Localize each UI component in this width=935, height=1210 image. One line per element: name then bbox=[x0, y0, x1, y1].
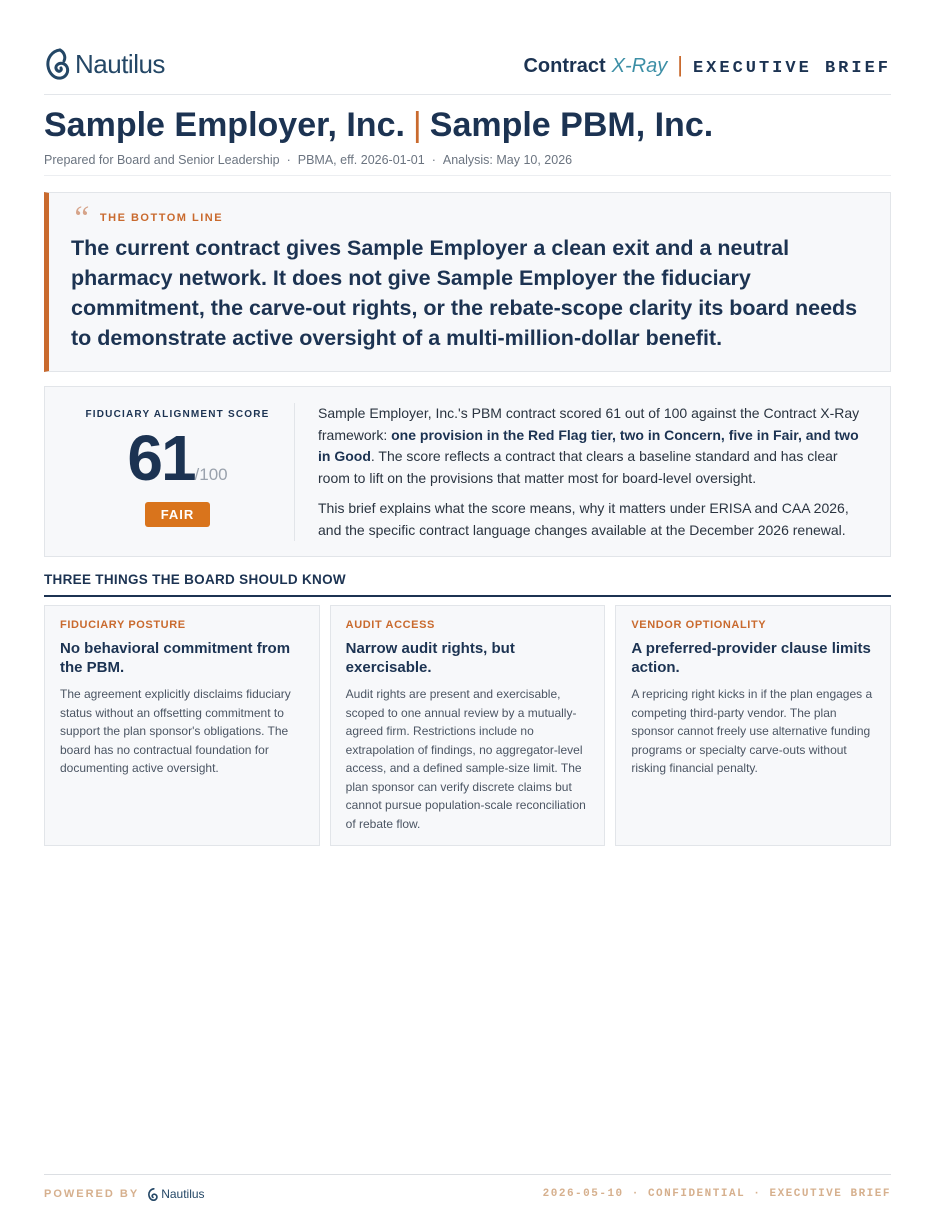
finding-card-audit bbox=[330, 605, 606, 846]
nautilus-shell-icon bbox=[148, 1188, 158, 1201]
score-tier-badge: FAIR bbox=[145, 502, 211, 527]
score-explanation bbox=[318, 403, 873, 541]
title-block bbox=[44, 106, 891, 176]
pbm-name: Sample PBM, Inc. bbox=[429, 106, 714, 144]
page-title bbox=[44, 106, 891, 145]
doc-separator: | bbox=[677, 52, 683, 77]
card-title: Narrow audit rights, but exercisable. bbox=[345, 640, 515, 676]
subtitle-separator: · bbox=[286, 153, 291, 167]
card-label: VENDOR OPTIONALITY bbox=[631, 619, 767, 631]
card-label: FIDUCIARY POSTURE bbox=[60, 619, 186, 631]
card-title: A preferred-provider clause limits action. bbox=[631, 640, 871, 676]
finding-card-fiduciary bbox=[44, 605, 320, 846]
brand-name: Nautilus bbox=[75, 48, 165, 79]
score-max: /100 bbox=[194, 465, 228, 484]
score-label: FIDUCIARY ALIGNMENT SCORE bbox=[85, 409, 270, 420]
doc-xray-label: X-Ray bbox=[611, 55, 668, 77]
analysis-date: Analysis: May 10, 2026 bbox=[442, 153, 573, 167]
page-footer bbox=[44, 1174, 891, 1210]
score-paragraph-2: This brief explains what the score means, why it matters under ERISA and CAA 2026, and the specific contract language changes available at the December 2026 renewal. bbox=[318, 500, 849, 538]
doc-type-label: EXECUTIVE BRIEF bbox=[692, 59, 891, 78]
section-title: THREE THINGS THE BOARD SHOULD KNOW bbox=[44, 572, 891, 597]
page-subtitle bbox=[44, 153, 891, 167]
bottom-line-callout bbox=[44, 192, 891, 372]
score-paragraph-1 bbox=[318, 403, 873, 489]
contract-info: PBMA, eff. 2026-01-01 bbox=[297, 153, 425, 167]
employer-name: Sample Employer, Inc. bbox=[44, 106, 405, 144]
nautilus-shell-icon bbox=[46, 48, 70, 80]
finding-card-vendor bbox=[615, 605, 891, 846]
powered-by bbox=[44, 1187, 205, 1201]
bottom-line-header bbox=[71, 200, 868, 237]
card-label: AUDIT ACCESS bbox=[345, 619, 435, 631]
prepared-for: Prepared for Board and Senior Leadership bbox=[44, 153, 280, 167]
score-figure bbox=[61, 422, 294, 494]
card-body: The agreement explicitly disclaims fiduciary status without an offsetting commitment to support the plan sponsor's obligations. The board has no contractual foundation for documenting active oversight. bbox=[60, 687, 291, 775]
executive-brief-page bbox=[44, 0, 891, 1210]
score-summary bbox=[61, 403, 295, 541]
brand-logo[interactable] bbox=[46, 48, 165, 80]
bottom-line-label: THE BOTTOM LINE bbox=[99, 212, 224, 224]
card-body: Audit rights are present and exercisable, scoped to one annual review by a mutually-agreed firm. Restrictions include no extrapolation of findings, no aggregator-level access, and a defined sample-size limit. The plan sponsor can verify discrete claims but cannot pursue population-scale reconciliation of rebate flow. bbox=[345, 687, 586, 831]
powered-by-label: POWERED BY bbox=[44, 1188, 140, 1200]
score-value: 61 bbox=[127, 422, 195, 494]
bottom-line-text: The current contract gives Sample Employer a clean exit and a neutral pharmacy network. It does not give Sample Employer the fiduciary commitment, the carve-out rights, or the rebate-scope clarity its board needs to demonstrate active oversight of a multi-million-dollar benefit. bbox=[71, 236, 858, 350]
document-type bbox=[523, 52, 891, 78]
score-panel bbox=[44, 386, 891, 557]
quote-icon: “ bbox=[71, 200, 90, 237]
score-p1-end: . The score reflects a contract that clears a baseline standard and has clear room to lift on the provisions that matter most for board-level oversight. bbox=[318, 448, 838, 486]
findings-cards bbox=[44, 605, 891, 846]
card-title: No behavioral commitment from the PBM. bbox=[60, 640, 291, 676]
footer-brand: Nautilus bbox=[161, 1187, 205, 1201]
header-bar bbox=[44, 44, 891, 95]
score-p1-start: Sample Employer, Inc.'s PBM contract scored 61 out of 100 against the Contract X-Ray framework: bbox=[318, 405, 860, 443]
subtitle-separator: · bbox=[431, 153, 436, 167]
score-p1-bold: one provision in the Red Flag tier, two in Concern, five in Fair, and two in Good bbox=[318, 426, 859, 464]
doc-contract-label: Contract bbox=[523, 55, 606, 77]
title-separator: | bbox=[412, 106, 422, 144]
footer-meta: 2026-05-10 · CONFIDENTIAL · EXECUTIVE BRIEF bbox=[542, 1188, 891, 1200]
card-body: A repricing right kicks in if the plan engages a competing third-party vendor. The plan sponsor cannot freely use alternative funding programs or specialty carve-outs without risking financial penalty. bbox=[631, 687, 873, 775]
